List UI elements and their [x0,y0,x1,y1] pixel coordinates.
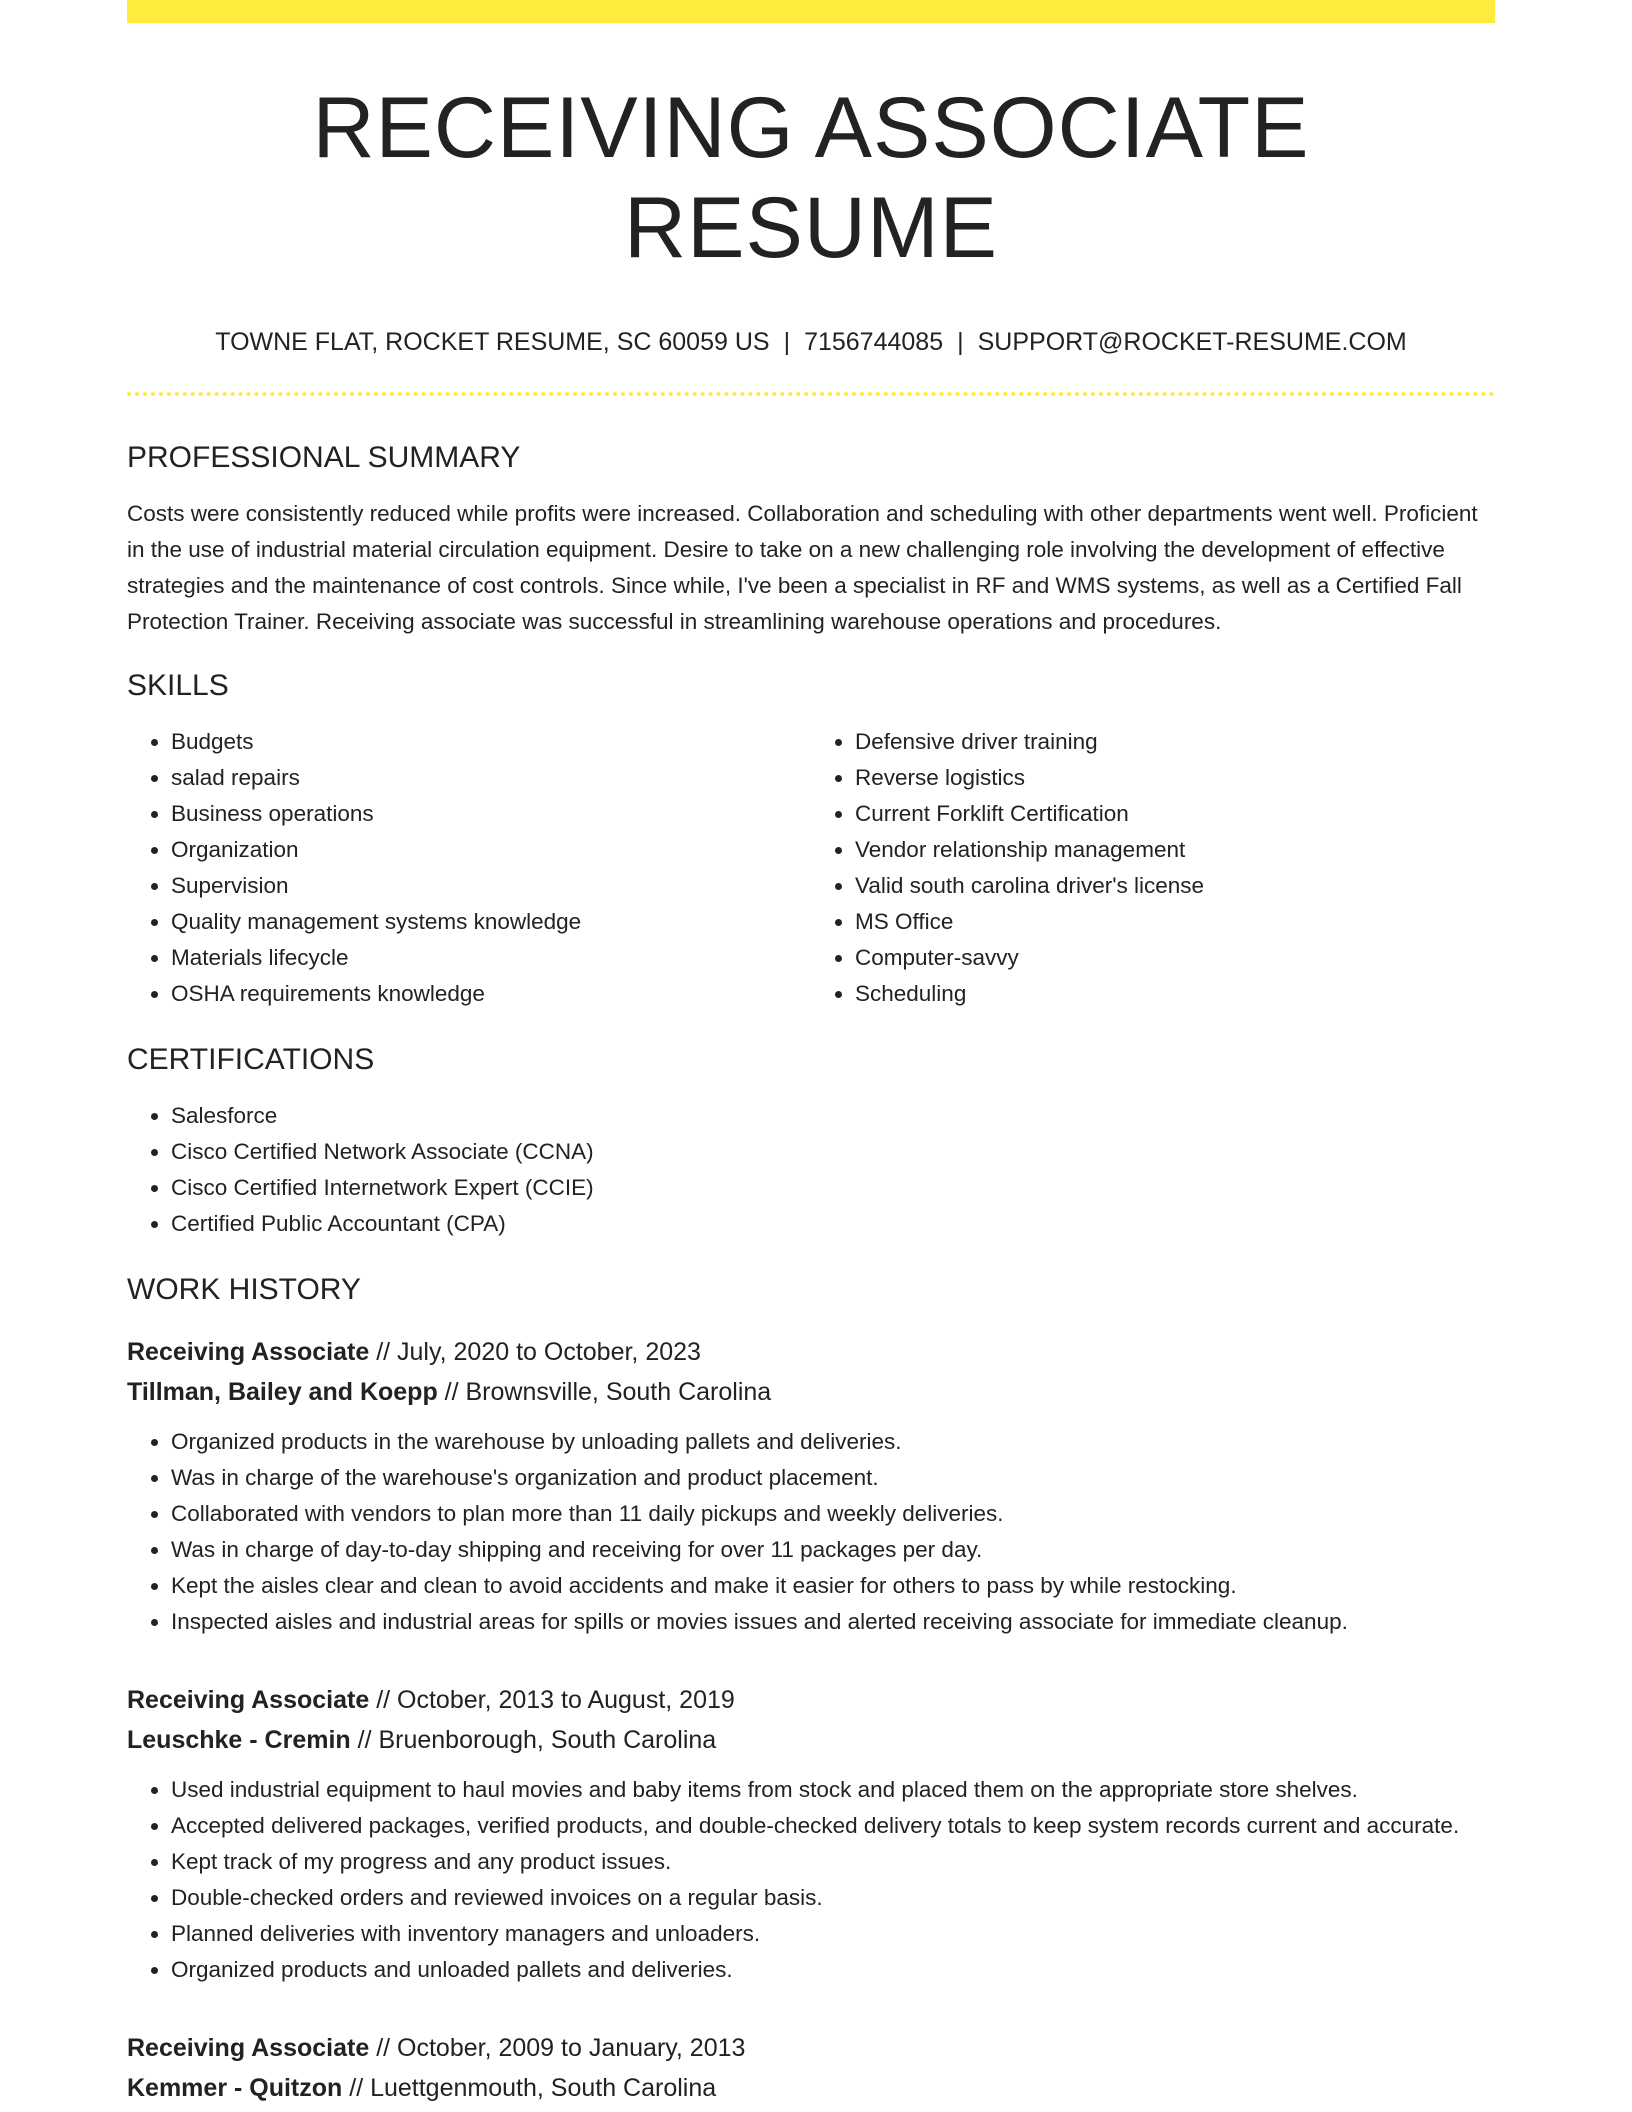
job-duty-item: • Double-checked orders and reviewed invoices on a regular basis. [171,1880,1495,1916]
resume-title: RECEIVING ASSOCIATE RESUME [312,80,1310,276]
skill-item: • Supervision [171,868,811,904]
job-duty-item: • Was in charge of the warehouse's organization and product placement. [171,1460,1495,1496]
certification-item: • Salesforce [171,1098,1495,1134]
job-duty-item: • Organized products and unloaded pallets and deliveries. [171,1952,1495,1988]
job-entry [127,1332,1495,1640]
skill-item: • Reverse logistics [855,760,1495,796]
contact-separator: | [957,328,964,356]
skill-item: • salad repairs [171,760,811,796]
job-duty-item: • Used industrial equipment to haul movies and baby items from stock and placed them on the appropriate store shelves. [171,1772,1495,1808]
skills-column-left [127,724,811,1012]
skill-item: • Valid south carolina driver's license [855,868,1495,904]
job-duty-item: • Kept track of my progress and any product issues. [171,1844,1495,1880]
job-company: Kemmer - Quitzon [127,2074,343,2102]
skills-heading: SKILLS [127,669,229,702]
job-entry [127,2028,1495,2108]
certification-item: • Cisco Certified Network Associate (CCNA) [171,1134,1495,1170]
job-duty-item: • Was in charge of day-to-day shipping and receiving for over 11 packages per day. [171,1532,1495,1568]
job-company: Tillman, Bailey and Koepp [127,1378,438,1406]
skills-list-left [127,724,811,1012]
resume-content [127,0,1495,2108]
skill-item: • Organization [171,832,811,868]
skills-list-right [811,724,1495,1012]
skill-item: • OSHA requirements knowledge [171,976,811,1012]
certification-item: • Cisco Certified Internetwork Expert (CCIE) [171,1170,1495,1206]
job-duty-item: • Planned deliveries with inventory managers and unloaders. [171,1916,1495,1952]
skill-item: • Business operations [171,796,811,832]
job-entry [127,1680,1495,1988]
skill-item: • Quality management systems knowledge [171,904,811,940]
job-duty-item: • Inspected aisles and industrial areas for spills or movies issues and alerted receiving associate for immediate cleanup. [171,1604,1495,1640]
job-title: Receiving Associate [127,2034,370,2062]
contact-separator: | [783,328,791,356]
contact-address: TOWNE FLAT, ROCKET RESUME, SC 60059 US [215,328,770,356]
job-duty-item: • Organized products in the warehouse by unloading pallets and deliveries. [171,1424,1495,1460]
skill-item: • Materials lifecycle [171,940,811,976]
skills-grid [127,724,1495,1012]
job-dates: // July, 2020 to October, 2023 [369,1338,701,1366]
contact-email: SUPPORT@ROCKET-RESUME.COM [977,328,1407,356]
skill-item: • Current Forklift Certification [855,796,1495,832]
job-location: // Luettgenmouth, South Carolina [342,2074,717,2102]
job-duty-item: • Kept the aisles clear and clean to avoid accidents and make it easier for others to pass by while restocking. [171,1568,1495,1604]
job-duty-item: • Collaborated with vendors to plan more than 11 daily pickups and weekly deliveries. [171,1496,1495,1532]
job-duties-list [127,1424,1495,1640]
work-history-heading: WORK HISTORY [127,1273,361,1306]
skill-item: • Computer-savvy [855,940,1495,976]
dotted-divider [127,392,1495,396]
skill-item: • Scheduling [855,976,1495,1012]
certifications-heading: CERTIFICATIONS [127,1043,375,1076]
skill-item: • Vendor relationship management [855,832,1495,868]
job-duties-list [127,1772,1495,1988]
job-company: Leuschke - Cremin [127,1726,351,1754]
contact-line [127,326,1495,358]
job-title: Receiving Associate [127,1686,370,1714]
job-title-line [127,1332,1495,1372]
job-company-line [127,2068,1495,2108]
job-dates: // October, 2013 to August, 2019 [369,1686,735,1714]
summary-text: Costs were consistently reduced while profits were increased. Collaboration and scheduling with other departments went well. Proficient in the use of industrial material circulation equipment. Desire to take on a new challenging role involving the development of effective strategies and the maintenance of cost controls. Since while, I've been a specialist in RF and WMS systems, as well as a Certified Fall Protection Trainer. Receiving associate was successful in streamlining warehouse operations and procedures. [127,501,1478,634]
job-location: // Brownsville, South Carolina [437,1378,772,1406]
contact-phone: 7156744085 [804,328,944,356]
skill-item: • Budgets [171,724,811,760]
job-location: // Bruenborough, South Carolina [350,1726,717,1754]
skill-item: • Defensive driver training [855,724,1495,760]
job-title-line [127,1680,1495,1720]
certifications-list [127,1098,1495,1242]
job-dates: // October, 2009 to January, 2013 [369,2034,746,2062]
skill-item: • MS Office [855,904,1495,940]
job-company-line [127,1372,1495,1412]
job-title: Receiving Associate [127,1338,370,1366]
job-title-line [127,2028,1495,2068]
job-duty-item: • Accepted delivered packages, verified products, and double-checked delivery totals to keep system records current and accurate. [171,1808,1495,1844]
job-company-line [127,1720,1495,1760]
certification-item: • Certified Public Accountant (CPA) [171,1206,1495,1242]
skills-column-right [811,724,1495,1012]
summary-heading: PROFESSIONAL SUMMARY [127,441,521,474]
